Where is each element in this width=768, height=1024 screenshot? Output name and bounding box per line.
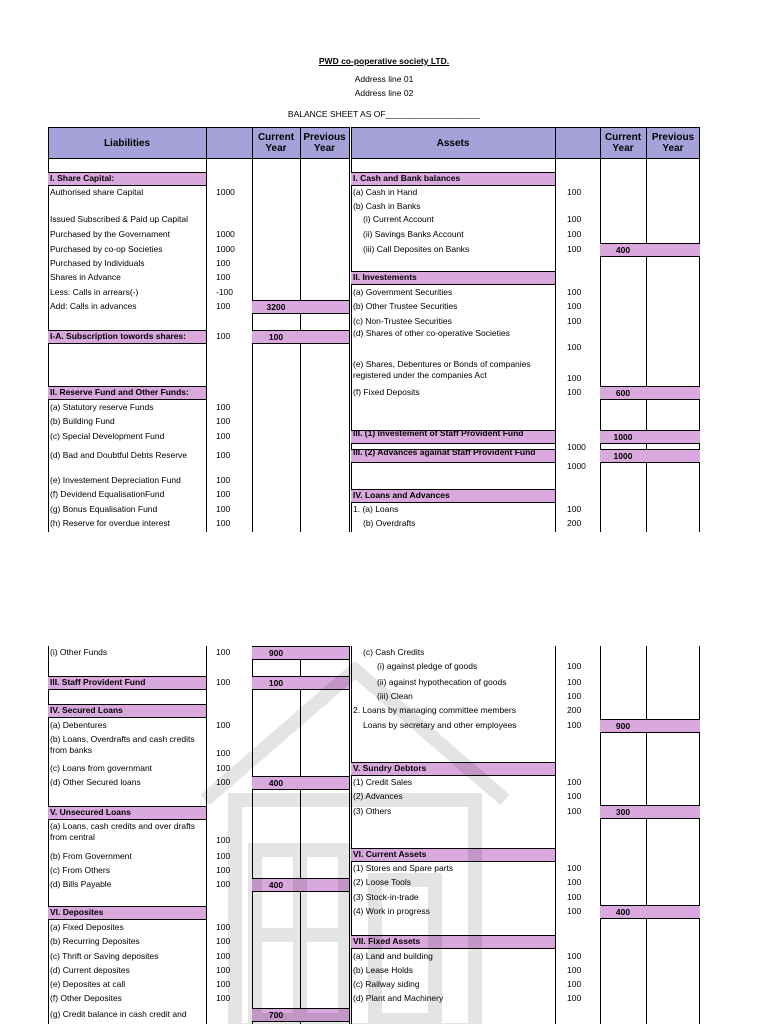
liab-previous-header: Previous Year xyxy=(300,127,349,159)
asset-row-value: 100 xyxy=(567,979,582,989)
liability-row-value: 100 xyxy=(216,475,231,485)
liability-current-total: 400 xyxy=(252,776,300,790)
society-title: PWD co-poperative society LTD. xyxy=(318,56,450,66)
asset-row-label: (a) Government Securities xyxy=(353,287,453,297)
liability-row-value: 100 xyxy=(216,489,231,499)
previous-year-band xyxy=(646,430,700,444)
liability-row-value: 100 xyxy=(216,763,231,773)
previous-year-band xyxy=(646,805,700,819)
liability-row-value: 100 xyxy=(216,518,231,528)
liability-row-value: 100 xyxy=(216,922,231,932)
asset-row-label: VI. Current Assets xyxy=(353,849,427,859)
asset-row-label: (d) Shares of other co-operative Societies xyxy=(353,328,510,338)
liability-current-total: 100 xyxy=(252,330,300,344)
liability-row-value: 100 xyxy=(216,851,231,861)
liability-row-label: (e) Investement Depreciation Fund xyxy=(50,475,181,485)
liability-row-label: V. Unsecured Loans xyxy=(50,807,131,817)
liability-row-value: 100 xyxy=(216,431,231,441)
column-rule xyxy=(206,127,207,532)
liability-row-value: 1000 xyxy=(216,187,235,197)
asset-row-label: (f) Fixed Deposits xyxy=(353,387,420,397)
liability-current-total: 3200 xyxy=(252,300,300,314)
liability-row-value: 100 xyxy=(216,331,231,341)
asset-row-value: 100 xyxy=(567,661,582,671)
liability-row-value: 100 xyxy=(216,979,231,989)
liability-row-value: 100 xyxy=(216,748,231,758)
liability-row-label: (d) Other Secured loans xyxy=(50,777,141,787)
asset-row-label: (3) Others xyxy=(353,806,392,816)
asset-row-label: (2) Advances xyxy=(353,791,403,801)
asset-current-total: 1000 xyxy=(600,449,646,463)
liability-row-label: (c) Special Development Fund xyxy=(50,431,165,441)
liability-row-value: 100 xyxy=(216,677,231,687)
liability-row-label: (a) Statutory reserve Funds xyxy=(50,402,154,412)
column-rule xyxy=(600,127,601,532)
liability-row-label: (d) Bills Payable xyxy=(50,879,112,889)
asset-row-label: (3) Stock-in-trade xyxy=(353,892,419,902)
previous-year-band xyxy=(646,243,700,257)
asset-row-label: (i) against pledge of goods xyxy=(377,661,478,671)
liability-current-total: 100 xyxy=(252,676,300,690)
liability-row-value: 100 xyxy=(216,450,231,460)
liability-row-value: 100 xyxy=(216,951,231,961)
liability-row-label: Issued Subscribed & Paid up Capital xyxy=(50,214,188,224)
asset-row-value: 100 xyxy=(567,342,582,352)
liability-row-label: (c) From Others xyxy=(50,865,110,875)
asset-row-label: IV. Loans and Advances xyxy=(353,490,450,500)
asset-row-label: (i) Current Account xyxy=(363,214,434,224)
asset-row-label: (ii) against hypothecation of goods xyxy=(377,677,507,687)
liability-row-label: (b) Recurring Deposites xyxy=(50,936,140,946)
liability-row-label: (a) Loans, cash credits and over drafts from central xyxy=(50,821,196,842)
asset-row-value: 100 xyxy=(567,287,582,297)
assets-header: Assets xyxy=(351,127,555,159)
asset-row-value: 100 xyxy=(567,504,582,514)
liability-row-label: (b) From Government xyxy=(50,851,132,861)
column-rule xyxy=(555,127,556,532)
asset-row-label: (b) Overdrafts xyxy=(363,518,416,528)
liability-row-label: (f) Other Deposites xyxy=(50,993,122,1003)
asset-row-value: 100 xyxy=(567,777,582,787)
asset-row-label: (a) Land and building xyxy=(353,951,433,961)
liability-row-label: I. Share Capital: xyxy=(50,173,115,183)
asset-row-value: 100 xyxy=(567,863,582,873)
asset-row-label: (c) Non-Trustee Securities xyxy=(353,316,452,326)
previous-year-band xyxy=(646,719,700,733)
previous-year-band xyxy=(646,449,700,463)
asset-row-label: Loans by secretary and other employees xyxy=(363,720,517,730)
liability-row-value: 100 xyxy=(216,936,231,946)
liability-row-value: 1000 xyxy=(216,244,235,254)
liability-row-label: (e) Deposites at call xyxy=(50,979,126,989)
asset-row-label: (iii) Clean xyxy=(377,691,413,701)
liability-row-value: -100 xyxy=(216,287,234,297)
liab-val-header xyxy=(206,127,252,159)
asset-row-label: (b) Cash in Banks xyxy=(353,201,421,211)
asset-row-value: 1000 xyxy=(567,461,586,471)
asset-row-value: 100 xyxy=(567,214,582,224)
asset-row-label: (b) Other Trustee Securities xyxy=(353,301,458,311)
asset-row-label: (a) Cash in Hand xyxy=(353,187,418,197)
liability-row-label: Purchased by Individuals xyxy=(50,258,145,268)
liability-row-label: Authorised share Capital xyxy=(50,187,144,197)
liability-row-label: IV. Secured Loans xyxy=(50,705,123,715)
asset-row-label: VII. Fixed Assets xyxy=(353,936,421,946)
column-rule xyxy=(349,127,350,532)
asset-row-value: 100 xyxy=(567,316,582,326)
asset-row-label: (1) Stores and Spare parts xyxy=(353,863,454,873)
liability-row-value: 100 xyxy=(216,777,231,787)
liability-row-label: (g) Bonus Equalisation Fund xyxy=(50,504,158,514)
liability-row-value: 100 xyxy=(216,416,231,426)
asset-row-label: V. Sundry Debtors xyxy=(353,763,427,773)
liability-row-value: 100 xyxy=(216,402,231,412)
liability-row-label: Less: Calls in arrears(-) xyxy=(50,287,139,297)
asset-row-value: 100 xyxy=(567,387,582,397)
asset-current-total: 600 xyxy=(600,386,646,400)
asset-row-label: (c) Cash Credits xyxy=(363,647,425,657)
asset-row-value: 100 xyxy=(567,906,582,916)
column-rule xyxy=(351,127,352,532)
liability-row-value: 100 xyxy=(216,879,231,889)
liab-current-header: Current Year xyxy=(252,127,300,159)
liability-row-label: Purchased by co-op Societies xyxy=(50,244,163,254)
liability-row-value: 1000 xyxy=(216,229,235,239)
asset-row-value: 1000 xyxy=(567,442,586,452)
liability-row-label: Add: Calls in advances xyxy=(50,301,137,311)
liability-row-label: (a) Fixed Deposites xyxy=(50,922,124,932)
asset-current-header: Current Year xyxy=(600,127,646,159)
liability-row-label: (b) Building Fund xyxy=(50,416,115,426)
column-rule xyxy=(48,646,49,1024)
liabilities-header: Liabilities xyxy=(48,127,206,159)
liability-row-label: (h) Reserve for overdue interest xyxy=(50,518,170,528)
asset-row-label: (2) Loose Tools xyxy=(353,877,411,887)
asset-row-value: 100 xyxy=(567,720,582,730)
liability-row-value: 100 xyxy=(216,301,231,311)
liability-row-value: 100 xyxy=(216,504,231,514)
asset-val-header xyxy=(555,127,600,159)
asset-row-value: 100 xyxy=(567,993,582,1003)
asset-row-label: 2. Loans by managing committee members xyxy=(353,705,516,715)
asset-row-value: 100 xyxy=(567,187,582,197)
asset-row-label: (ii) Savings Banks Account xyxy=(363,229,464,239)
asset-row-label: I. Cash and Bank balances xyxy=(353,173,461,183)
liability-row-label: (c) Loans from governmant xyxy=(50,763,153,773)
asset-row-label: (4) Work in progress xyxy=(353,906,430,916)
asset-current-total: 400 xyxy=(600,243,646,257)
liability-row-value: 100 xyxy=(216,835,231,845)
liability-row-value: 100 xyxy=(216,272,231,282)
liability-row-value: 100 xyxy=(216,993,231,1003)
asset-previous-header: Previous Year xyxy=(646,127,700,159)
asset-row-label: (1) Credit Sales xyxy=(353,777,413,787)
previous-year-band xyxy=(646,905,700,919)
column-rule xyxy=(699,646,700,1024)
address-line-2: Address line 02 xyxy=(354,88,414,98)
previous-year-band xyxy=(646,386,700,400)
balance-sheet-page-1 xyxy=(48,127,700,532)
asset-row-value: 200 xyxy=(567,518,582,528)
asset-row-value: 100 xyxy=(567,965,582,975)
asset-row-value: 100 xyxy=(567,229,582,239)
liability-row-label: Purchased by the Governament xyxy=(50,229,171,239)
address-line-1: Address line 01 xyxy=(354,74,414,84)
asset-row-label: III. (2) Advances againat Staff Provident Fund xyxy=(353,447,536,457)
asset-current-total: 1000 xyxy=(600,430,646,444)
asset-row-label: (iii) Call Deposites on Banks xyxy=(363,244,470,254)
asset-row-label: (d) Plant and Machinery xyxy=(353,993,444,1003)
liability-row-label: VI. Deposites xyxy=(50,907,104,917)
liability-row-value: 100 xyxy=(216,258,231,268)
asset-row-label: (c) Railway siding xyxy=(353,979,420,989)
balance-sheet-heading: BALANCE SHEET AS OF____________________ xyxy=(287,109,481,119)
liability-row-label: (b) Loans, Overdrafts and cash credits from banks xyxy=(50,734,195,755)
asset-row-value: 100 xyxy=(567,373,582,383)
previous-year-band xyxy=(300,300,349,314)
liability-row-label: III. Staff Provident Fund xyxy=(50,677,146,687)
liability-row-value: 100 xyxy=(216,865,231,875)
asset-current-total: 900 xyxy=(600,719,646,733)
asset-row-value: 200 xyxy=(567,705,582,715)
asset-current-total: 300 xyxy=(600,805,646,819)
house-watermark-icon xyxy=(195,650,515,1024)
liability-row-value: 100 xyxy=(216,647,231,657)
asset-row-value: 100 xyxy=(567,301,582,311)
liability-row-label: (a) Debentures xyxy=(50,720,107,730)
asset-row-label: (b) Lease Holds xyxy=(353,965,414,975)
liability-current-total: 700 xyxy=(252,1008,300,1022)
liability-row-label: II. Reserve Fund and Other Funds: xyxy=(50,387,189,397)
liability-row-label: I-A. Subscription towords shares: xyxy=(50,331,187,341)
liability-row-label: (f) Devidend EqualisationFund xyxy=(50,489,165,499)
asset-row-label: II. Investements xyxy=(353,272,417,282)
liability-row-value: 100 xyxy=(216,720,231,730)
liability-row-label: (d) Current deposites xyxy=(50,965,130,975)
asset-row-value: 100 xyxy=(567,951,582,961)
asset-row-value: 100 xyxy=(567,791,582,801)
liability-row-label: (i) Other Funds xyxy=(50,647,108,657)
column-rule xyxy=(646,646,647,1024)
asset-current-total: 400 xyxy=(600,905,646,919)
liability-row-value: 100 xyxy=(216,965,231,975)
column-rule xyxy=(646,127,647,532)
liability-current-total: 400 xyxy=(252,878,300,892)
asset-row-value: 100 xyxy=(567,244,582,254)
liability-row-label: (d) Bad and Doubtful Debts Reserve xyxy=(50,450,188,460)
asset-row-value: 100 xyxy=(567,806,582,816)
asset-row-label: 1. (a) Loans xyxy=(353,504,399,514)
asset-row-label: III. (1) Investement of Staff Provident Fund xyxy=(353,428,524,438)
asset-row-label: (e) Shares, Debentures or Bonds of companies registered under the companies Act xyxy=(353,359,531,380)
previous-year-band xyxy=(300,330,349,344)
liability-row-label: (g) Credit balance in cash credit and xyxy=(50,1009,187,1019)
asset-row-value: 100 xyxy=(567,892,582,902)
liability-row-label: Shares in Advance xyxy=(50,272,121,282)
asset-row-value: 100 xyxy=(567,677,582,687)
column-rule xyxy=(600,646,601,1024)
asset-row-value: 100 xyxy=(567,691,582,701)
asset-row-value: 100 xyxy=(567,877,582,887)
liability-current-total: 900 xyxy=(252,646,300,660)
liability-row-label: (c) Thrift or Saving deposites xyxy=(50,951,159,961)
column-rule xyxy=(699,127,700,532)
